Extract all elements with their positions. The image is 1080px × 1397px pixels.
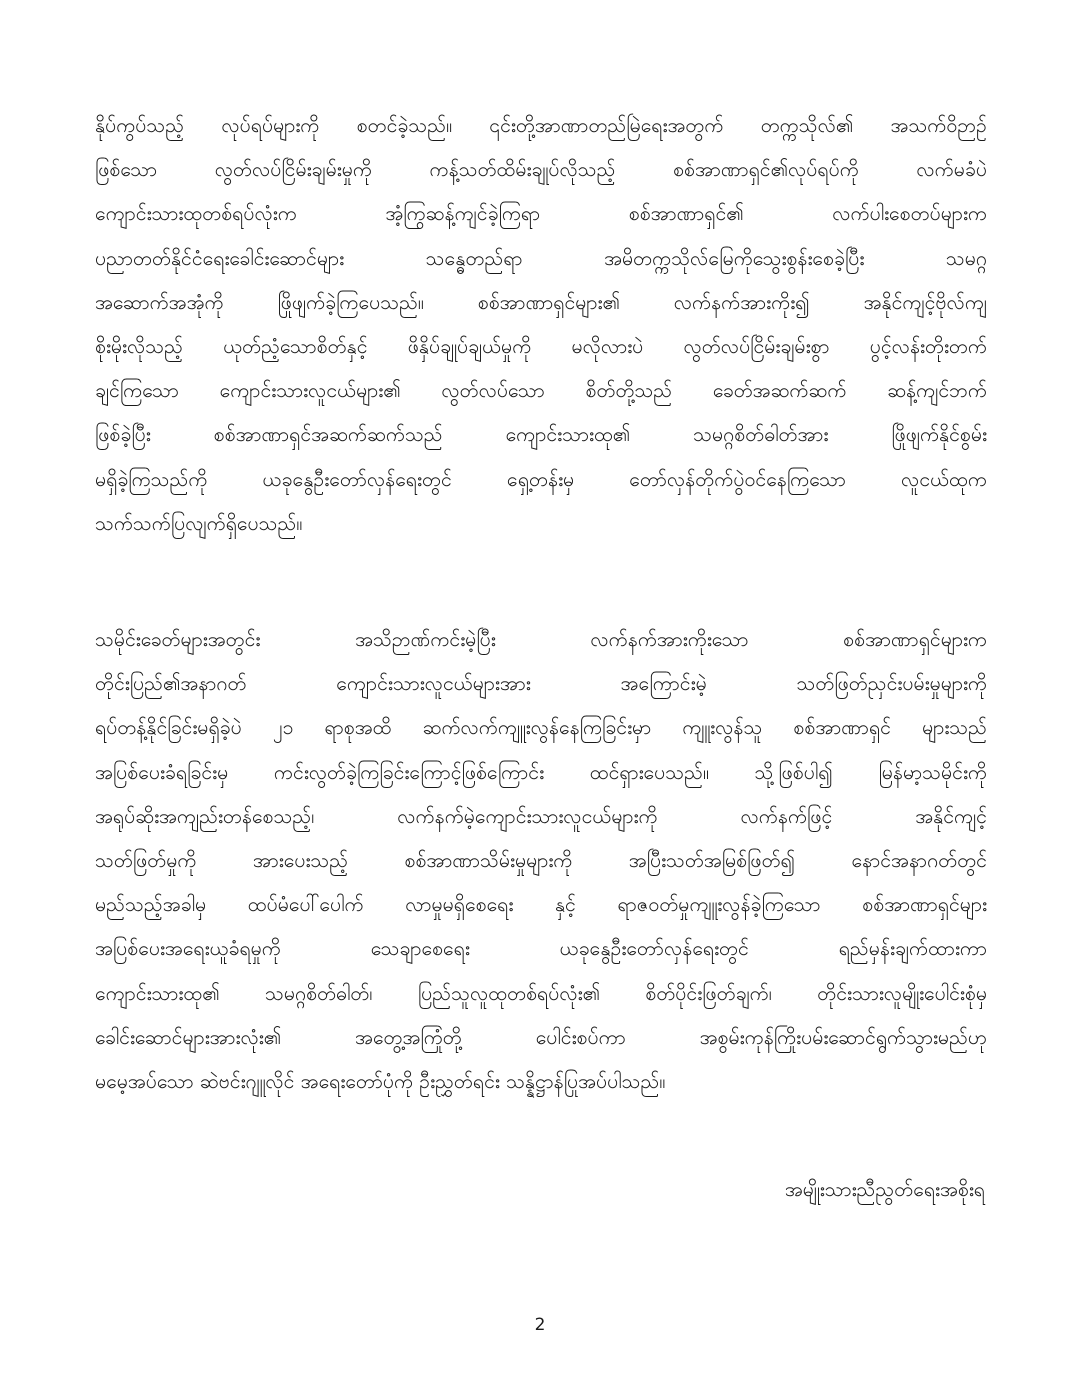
signature: အမျိုးသားညီညွတ်ရေးအစိုးရ	[784, 1178, 985, 1201]
paragraph-line: သတ်ဖြတ်မှုကို အားပေးသည့် စစ်အာဏာသိမ်းမှုများကို အပြီးသတ်အမြစ်ဖြတ်၍ နောင်အနာဂတ်တွင်	[95, 848, 987, 872]
paragraph-line: ကျောင်းသားထုတစ်ရပ်လုံးက အံ့ကြွဆန့်ကျင်ခဲ့ကြရာ စစ်အာဏာရှင်၏ လက်ပါးစေတပ်များက	[95, 202, 987, 226]
paragraph-line: သက်သက်ပြလျက်ရှိပေသည်။	[95, 511, 303, 535]
paragraph-1	[95, 104, 987, 546]
paragraph-line: မရှိခဲ့ကြသည်ကို ယခုနွေဦးတော်လှန်ရေးတွင် ရှေ့တန်းမှ တော်လှန်တိုက်ပွဲဝင်နေကြသော လူငယ်ထုက	[95, 467, 987, 491]
paragraph-line: မမေ့အပ်သော ဆဲဗင်းဂျူလိုင် အရေးတော်ပုံကို ဦးညွှတ်ရင်း သန္နိဋ္ဌာန်ပြုအပ်ပါသည်။	[95, 1069, 666, 1093]
paragraph-line: ကျောင်းသားထု၏ သမဂ္ဂစိတ်ဓါတ်၊ ပြည်သူလူထုတစ်ရပ်လုံး၏ စိတ်ပိုင်းဖြတ်ချက်၊ တိုင်းသားလူမျိုးပေါင်းစုံမှ	[95, 981, 987, 1005]
paragraph-line: တိုင်းပြည်၏အနာဂတ် ကျောင်းသားလူငယ်များအား အကြောင်းမဲ့ သတ်ဖြတ်ညှင်းပမ်းမှုများကို	[95, 672, 987, 696]
paragraph-2	[95, 618, 987, 1104]
paragraph-line: အပြစ်ပေးခံရခြင်းမှ ကင်းလွတ်ခဲ့ကြခြင်းကြောင့်ဖြစ်ကြောင်း ထင်ရှားပေသည်။ သို့ဖြစ်ပါ၍ မြန်မာ့သမိုင်းကို	[95, 760, 987, 784]
paragraph-line: ရပ်တန့်နိုင်ခြင်းမရှိခဲ့ပဲ ၂၁ ရာစုအထိ ဆက်လက်ကျူးလွန်နေကြခြင်းမှာ ကျူးလွန်သူ စစ်အာဏာရှင် များသည်	[95, 716, 987, 740]
paragraph-line: ပညာတတ်နိုင်ငံရေးခေါင်းဆောင်များ သန္ဓေတည်ရာ အမိတက္ကသိုလ်မြေကိုသွေးစွန်းစေခဲ့ပြီး သမဂ္ဂ	[95, 246, 987, 270]
paragraph-line: ဖြစ်သော လွတ်လပ်ငြိမ်းချမ်းမှုကို ကန့်သတ်ထိမ်းချုပ်လိုသည့် စစ်အာဏာရှင်၏လုပ်ရပ်ကို လက်မခံပဲ	[95, 158, 987, 182]
paragraph-line: နိုပ်ကွပ်သည့် လုပ်ရပ်များကို စတင်ခဲ့သည်။ ၎င်းတို့အာဏာတည်မြဲရေးအတွက် တက္ကသိုလ်၏ အသက်ဝိဉာဉ်	[95, 114, 987, 137]
paragraph-line: မည်သည့်အခါမှ ထပ်မံပေါ်ပေါက် လာမှုမရှိစေရေး နှင့် ရာဇဝတ်မှုကျူးလွန်ခဲ့ကြသော စစ်အာဏာရှင်များ	[95, 893, 987, 917]
paragraph-line: သမိုင်းခေတ်များအတွင်း အသိဉာဏ်ကင်းမဲ့ပြီး လက်နက်အားကိုးသော စစ်အာဏာရှင်များက	[95, 628, 987, 651]
paragraph-line: ခေါင်းဆောင်များအားလုံး၏ အတွေ့အကြုံတို့ ပေါင်းစပ်ကာ အစွမ်းကုန်ကြိုးပမ်းဆောင်ရွက်သွားမည်ဟု	[95, 1025, 987, 1049]
paragraph-line: ဖြစ်ခဲ့ပြီး စစ်အာဏာရှင်အဆက်ဆက်သည် ကျောင်းသားထု၏ သမဂ္ဂစိတ်ဓါတ်အား ဖြိုဖျက်နိုင်စွမ်း	[95, 423, 987, 447]
paragraph-line: အရုပ်ဆိုးအကျည်းတန်စေသည့်၊ လက်နက်မဲ့ကျောင်းသားလူငယ်များကို လက်နက်ဖြင့် အနိုင်ကျင့်	[95, 804, 987, 828]
paragraph-line: အပြစ်ပေးအရေးယူခံရမှုကို သေချာစေရေး ယခုနွေဦးတော်လှန်ရေးတွင် ရည်မှန်းချက်ထားကာ	[95, 937, 987, 961]
paragraph-line: အဆောက်အအုံကို ဖြိုဖျက်ခဲ့ကြပေသည်။ စစ်အာဏာရှင်များ၏ လက်နက်အားကိုး၍ အနိုင်ကျင့်ဗိုလ်ကျ	[95, 290, 987, 314]
page-number: 2	[534, 1315, 546, 1335]
paragraph-line: စိုးမိုးလိုသည့် ယုတ်ညံ့သောစိတ်နှင့် ဖိနှိပ်ချုပ်ချယ်မှုကို မလိုလားပဲ လွတ်လပ်ငြိမ်းချမ်းစွာ ပွင့်လန်းတိုးတက်	[95, 334, 987, 358]
paragraph-line: ချင်ကြသော ကျောင်းသားလူငယ်များ၏ လွတ်လပ်သော စိတ်တို့သည် ခေတ်အဆက်ဆက် ဆန့်ကျင်ဘက်	[95, 379, 987, 403]
